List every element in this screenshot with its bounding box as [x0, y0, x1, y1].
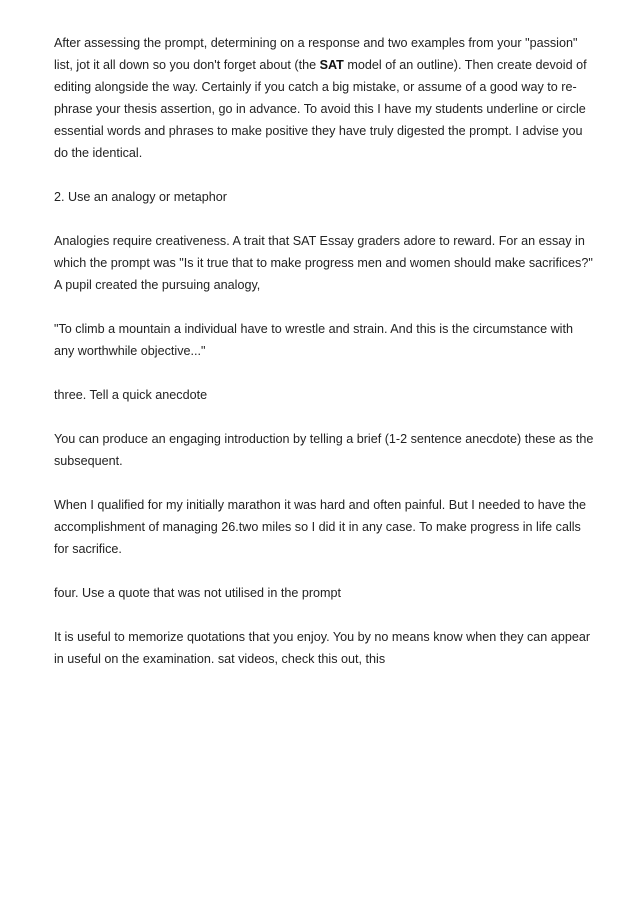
- section-heading-anecdote: three. Tell a quick anecdote: [54, 388, 208, 402]
- document-body: [54, 32, 594, 692]
- paragraph-anecdote-intro: You can produce an engaging introduction by telling a brief (1-2 sentence anecdote) these as the subsequent.: [54, 432, 594, 468]
- paragraph-quotations: It is useful to memorize quotations that you enjoy. You by no means know when they can appear in useful on the examination. sat videos, check this out, this: [54, 630, 591, 666]
- paragraph-quote-mountain: "To climb a mountain a individual have to wrestle and strain. And this is the circumstance with any worthwhile objective...": [54, 322, 573, 358]
- paragraph-analogy: Analogies require creativeness. A trait that SAT Essay graders adore to reward. For an essay in which the prompt was "Is it true that to make progress men and women should make sacrifices?" A pupil created the pursuing analogy,: [54, 234, 593, 292]
- section-heading-analogy: 2. Use an analogy or metaphor: [54, 190, 227, 204]
- section-heading-quote: four. Use a quote that was not utilised in the prompt: [54, 586, 342, 600]
- paragraph-text: model of an outline). Then create devoid of editing alongside the way. Certainly if you catch a big mistake, or assume of a good way to re-phrase your thesis assertion, go in advance. To avoid this I have my students underline or circle essential words and phrases to make positive they have truly digested the prompt. I advise you do the identical.: [54, 58, 587, 160]
- paragraph-marathon-example: When I qualified for my initially marathon it was hard and often painful. But I needed to have the accomplishment of managing 26.two miles so I did it in any case. To make progress in life calls for sacrifice.: [54, 498, 587, 556]
- paragraph-text: After assessing the prompt, determining on a response and two examples from your "passion" list, jot it all down so you don't forget about (the: [54, 36, 578, 72]
- bold-keyword-sat: SAT: [319, 58, 344, 72]
- paragraph-outline-advice: [54, 32, 594, 164]
